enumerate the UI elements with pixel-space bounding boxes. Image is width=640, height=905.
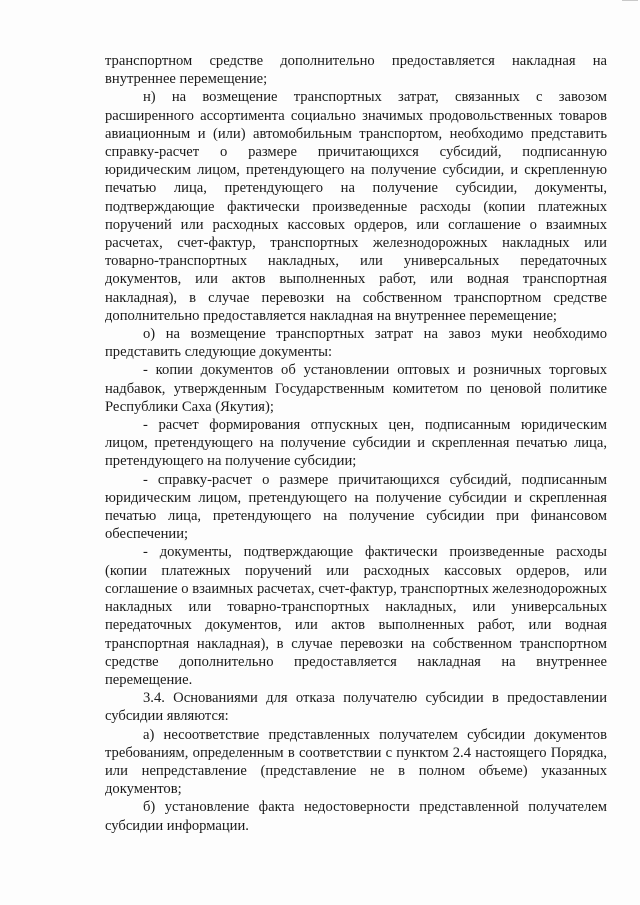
paragraph-transport-continuation: транспортном средстве дополнительно предоставляется накладная на внутреннее перемещение; [105, 53, 607, 88]
section-3-4-heading: 3.4. Основаниями для отказа получателю субсидии в предоставлении субсидии являются: [105, 690, 607, 725]
scan-edge-mark [622, 0, 638, 5]
list-item-subsidy-calculation: - справку-расчет о размере причитающихся субсидий, подписанным юридическим лицом, претендующего на получение субсидии и скрепленная печатью лица, претендующего на получение субсидии при финансовом обеспечении; [105, 471, 607, 543]
document-body [105, 52, 607, 835]
list-item-expense-documents: - документы, подтверждающие фактически произведенные расходы (копии платежных поручений или расходных кассовых ордеров, или соглашение о взаимных расчетах, счет-фактур, транспортных железнодорожных накладных или товарно-транспортных накладных, или универсальных передаточных документов, или актов выполненных работ, или водная транспортная накладная), в случае перевозки на собственном транспортном средстве дополнительно предоставляется накладная на внутреннее перемещение. [105, 544, 607, 688]
paragraph-item-o: о) на возмещение транспортных затрат на завоз муки необходимо представить следующие документы: [105, 326, 607, 361]
refusal-ground-b: б) установление факта недостоверности представленной получателем субсидии информации. [105, 799, 607, 834]
paragraph-item-n: н) на возмещение транспортных затрат, связанных с завозом расширенного ассортимента социально значимых продовольственных товаров авиационным и (или) автомобильным транспортом, необходимо представить справку-расчет о размере причитающихся субсидий, подписанную юридическим лицом, претендующего на получение субсидии, и скрепленную печатью лица, претендующего на получение субсидии, документы, подтверждающие фактически произведенные расходы (копии платежных поручений или расходных кассовых ордеров, или соглашение о взаимных расчетах, счет-фактур, транспортных железнодорожных накладных или товарно-транспортных накладных, или универсальных передаточных документов, или актов выполненных работ, или водная транспортная накладная), в случае перевозки на собственном транспортном средстве дополнительно предоставляется накладная на внутреннее перемещение; [105, 89, 607, 324]
list-item-price-calculation: - расчет формирования отпускных цен, подписанным юридическим лицом, претендующего на получение субсидии и скрепленная печатью лица, претендующего на получение субсидии; [105, 417, 607, 470]
list-item-markup-documents: - копии документов об установлении оптовых и розничных торговых надбавок, утвержденным Государственным комитетом по ценовой политике Республики Саха (Якутия); [105, 362, 607, 415]
refusal-ground-a: а) несоответствие представленных получателем субсидии документов требованиям, определенным в соответствии с пунктом 2.4 настоящего Порядка, или непредставление (представление не в полном объеме) указанных документов; [105, 726, 607, 798]
